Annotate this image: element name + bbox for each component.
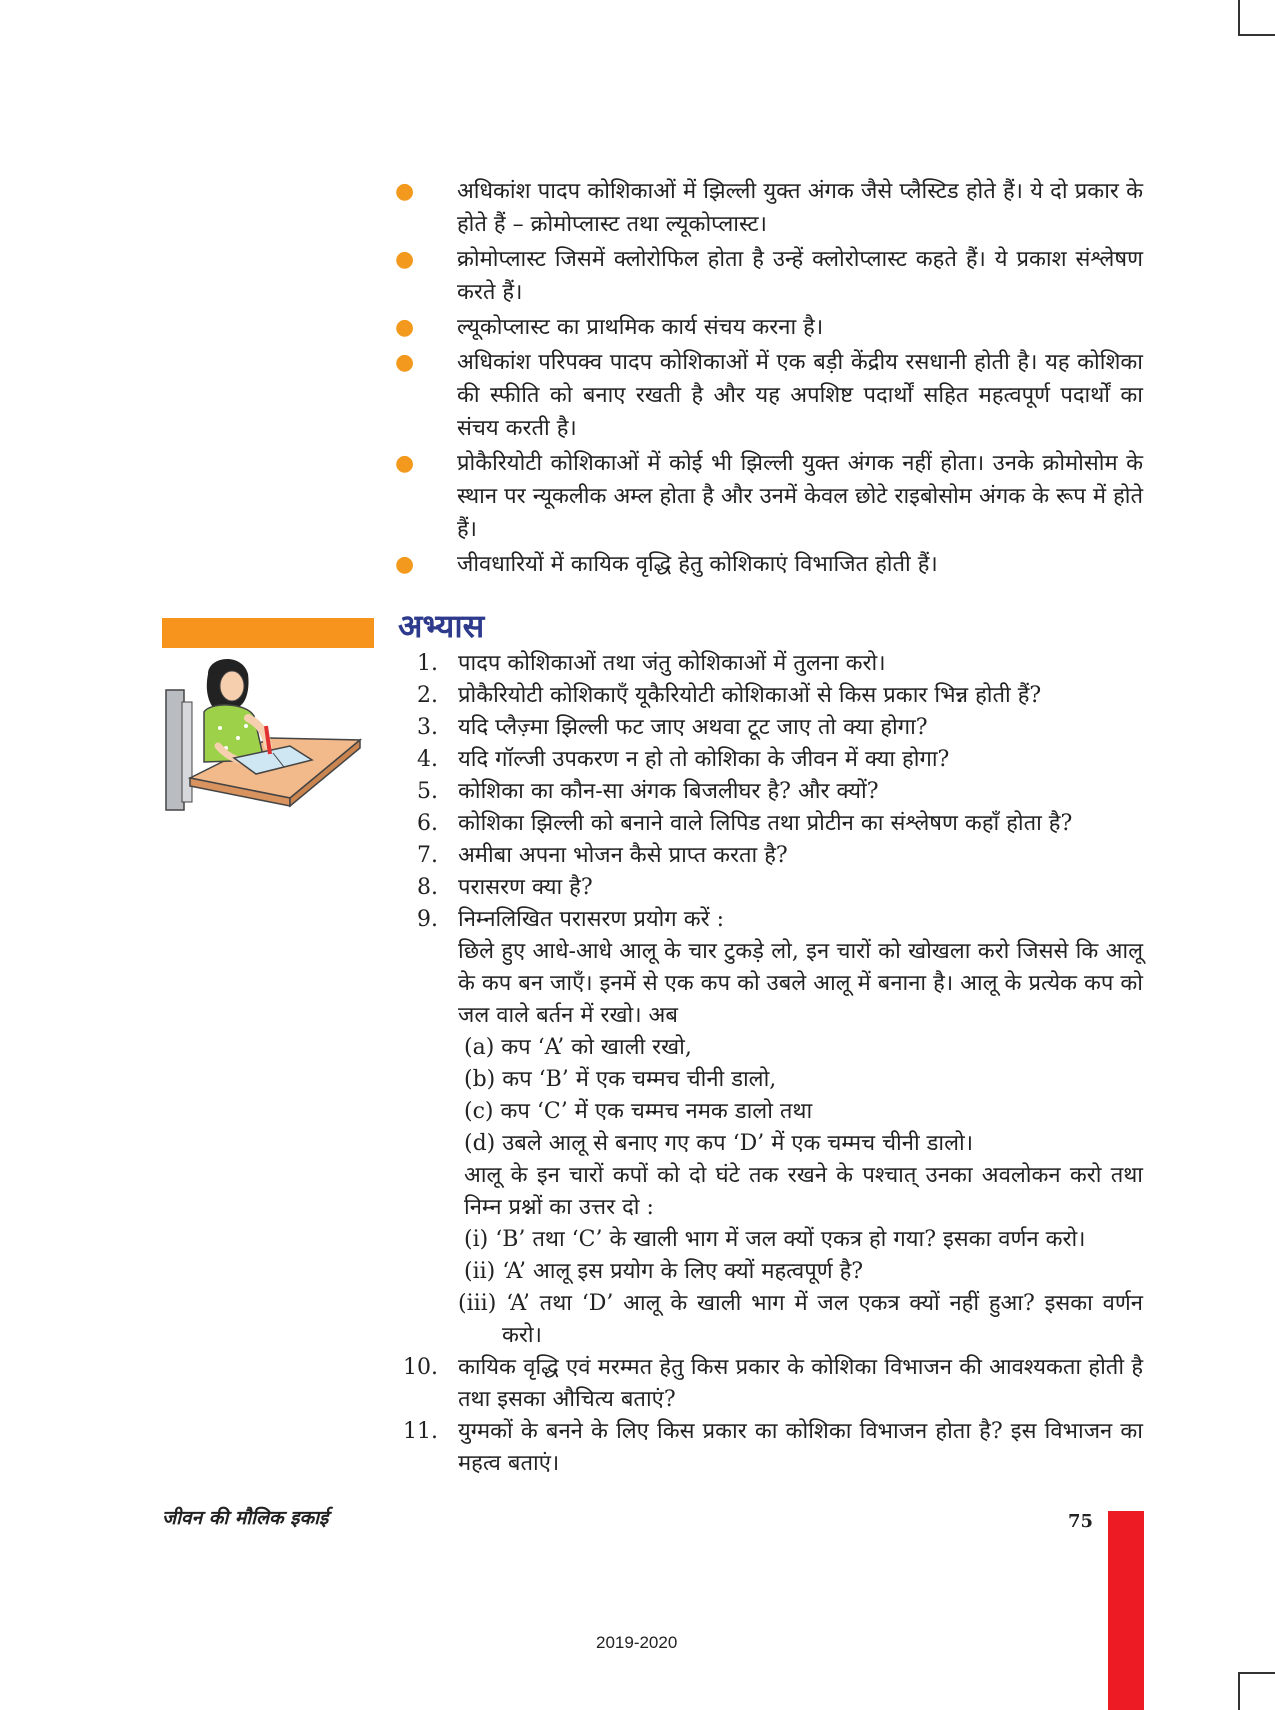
crop-mark-bottom-right [1238,1672,1275,1710]
step-d: (d) उबले आलू से बनाए गए कप ‘D’ में एक चम्मच चीनी डालो। [464,1131,974,1156]
bullet-icon: ● [395,315,415,340]
summary-item: ● जीवधारियों में कायिक वृद्धि हेतु कोशिकाएं विभाजित होती हैं। [395,548,1143,581]
question-5: 5. कोशिका का कौन-सा अंगक बिजलीघर है? और क्यों? [417,779,879,804]
exercise-heading: अभ्यास [398,607,485,645]
bullet-icon: ● [395,451,415,476]
summary-item: ● प्रोकैरियोटी कोशिकाओं में कोई भी झिल्ली युक्त अंगक नहीं होता। उनके क्रोमोसोम के स्थान पर न्यूकलीक अम्ल होता है और उनमें केवल छोटे राइबोसोम अंगक के रूप में होते हैं। [395,447,1143,546]
chapter-title-footer: जीवन की मौलिक इकाई [162,1507,329,1529]
question-11: 11. युग्मकों के बनने के लिए किस प्रकार का कोशिका विभाजन होता है? इस विभाजन का महत्व बताएं। [403,1419,1143,1476]
subquestion-ii: (ii) ‘A’ आलू इस प्रयोग के लिए क्यों महत्वपूर्ण है? [464,1259,864,1284]
summary-item: ● क्रोमोप्लास्ट जिसमें क्लोरोफिल होता है उन्हें क्लोरोप्लास्ट कहते हैं। ये प्रकाश संश्लेषण करते हैं। [395,243,1143,309]
exercise-list [398,648,1143,1480]
question-9-title: निम्नलिखित परासरण प्रयोग करें : [458,907,724,932]
summary-list [395,175,1143,583]
question-7: 7. अमीबा अपना भोजन कैसे प्राप्त करता है? [417,843,788,868]
question-9: 9. निम्नलिखित परासरण प्रयोग करें : छिले हुए आधे-आधे आलू के चार टुकड़े लो, इन चारों को खोखला करो जिससे कि आलू के कप बन जाएँ। इनमें से एक कप को उबले आलू में बनाना है। आलू के प्रत्येक कप को जल वाले बर्तन में रखो। अब (a) कप ‘A’ को खाली रखो, (b) कप ‘B’ में एक चम्मच चीनी डालो, (c) कप ‘C’ में एक चम्मच नमक डालो तथा (d) उबले आलू से बनाए गए कप ‘D’ में एक चम्मच चीनी डालो। आलू के इन चारों कपों को दो घंटे तक रखने के पश्चात् उनका अवलोकन करो तथा निम्न प्रश्नों का उत्तर दो : (i) ‘B’ तथा ‘C’ के खाली भाग में जल क्यों एकत्र हो गया? इसका वर्णन करो। (ii) ‘A’ आलू इस प्रयोग के लिए क्यों महत्वपूर्ण है? (iii) ‘A’ तथा ‘D’ आलू के खाली भाग में जल एकत्र क्यों नहीं हुआ? इसका वर्णन करो। [398,904,1143,1352]
subquestion-i: (i) ‘B’ तथा ‘C’ के खाली भाग में जल क्यों एकत्र हो गया? इसका वर्णन करो। [464,1227,1086,1252]
section-accent-bar [162,618,374,648]
question-6: 6. कोशिका झिल्ली को बनाने वाले लिपिड तथा प्रोटीन का संश्लेषण कहाँ होता है? [417,811,1073,836]
question-10: 10. कायिक वृद्धि एवं मरम्मत हेतु किस प्रकार के कोशिका विभाजन की आवश्यकता होती है तथा इसका औचित्य बताएं? [403,1355,1143,1412]
crop-mark-top-right [1238,0,1275,36]
bullet-icon: ● [395,350,415,375]
page-number: 75 [1068,1511,1094,1532]
bullet-icon: ● [395,179,415,204]
question-1: 1. पादप कोशिकाओं तथा जंतु कोशिकाओं में तुलना करो। [417,651,886,676]
page-edge-bar [1108,1511,1144,1710]
bullet-icon: ● [395,552,415,577]
step-b: (b) कप ‘B’ में एक चम्मच चीनी डालो, [464,1067,777,1092]
bullet-icon: ● [395,247,415,272]
question-3: 3. यदि प्लैज़्मा झिल्ली फट जाए अथवा टूट जाए तो क्या होगा? [417,715,928,740]
step-a: (a) कप ‘A’ को खाली रखो, [464,1035,692,1060]
question-4: 4. यदि गॉल्जी उपकरण न हो तो कोशिका के जीवन में क्या होगा? [417,747,950,772]
step-c: (c) कप ‘C’ में एक चम्मच नमक डालो तथा [464,1099,813,1124]
summary-item: ● ल्यूकोप्लास्ट का प्राथमिक कार्य संचय करना है। [395,311,1143,344]
question-2: 2. प्रोकैरियोटी कोशिकाएँ यूकैरियोटी कोशिकाओं से किस प्रकार भिन्न होती हैं? [417,683,1042,708]
question-8: 8. परासरण क्या है? [417,875,593,900]
question-9-observe: आलू के इन चारों कपों को दो घंटे तक रखने के पश्चात् उनका अवलोकन करो तथा निम्न प्रश्नों का उत्तर दो : [464,1163,1143,1220]
question-9-intro: छिले हुए आधे-आधे आलू के चार टुकड़े लो, इन चारों को खोखला करो जिससे कि आलू के कप बन जाएँ। इनमें से एक कप को उबले आलू में बनाना है। आलू के प्रत्येक कप को जल वाले बर्तन में रखो। अब [458,939,1143,1028]
edition-year: 2019-2020 [596,1633,678,1652]
summary-item: ● अधिकांश परिपक्व पादप कोशिकाओं में एक बड़ी केंद्रीय रसधानी होती है। यह कोशिका की स्फीति को बनाए रखती है और यह अपशिष्ट पदार्थों सहित महत्वपूर्ण पदार्थों का संचय करती है। [395,346,1143,445]
student-writing-illustration [160,650,368,816]
summary-item: ● अधिकांश पादप कोशिकाओं में झिल्ली युक्त अंगक जैसे प्लैस्टिड होते हैं। ये दो प्रकार के होते हैं – क्रोमोप्लास्ट तथा ल्यूकोप्लास्ट। [395,175,1143,241]
subquestion-iii: (iii) ‘A’ तथा ‘D’ आलू के खाली भाग में जल एकत्र क्यों नहीं हुआ? इसका वर्णन करो। [458,1291,1143,1348]
